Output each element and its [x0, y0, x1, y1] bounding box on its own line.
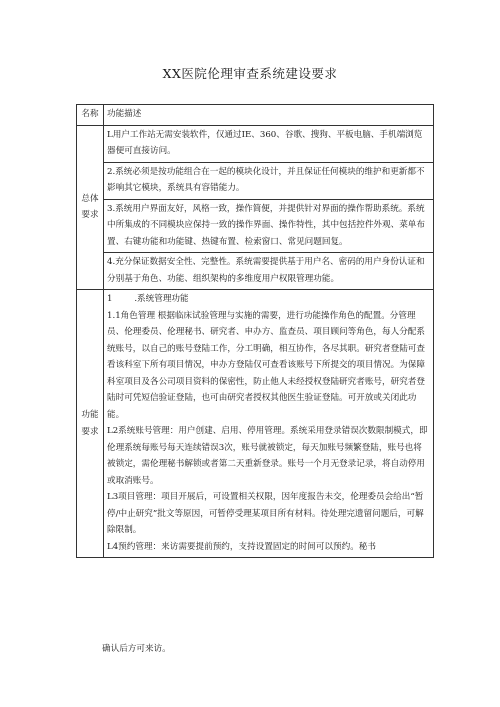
section-number: 1: [107, 294, 113, 304]
overall-item: 4.充分保证数据安全性、完整性。系统需要提供基于用户名、密码的用户身份认证和分别基于角色、功能、组织架构的多维度用户权限管理功能。: [104, 253, 434, 290]
section-title: .系统管理功能: [134, 294, 189, 304]
functional-row: [77, 290, 434, 558]
account-management-para: L2系统账号管理：用户创建、启用、停用管理。系统采用登录错误次数限制模式，即伦理系统每账号每天连续错误3次，账号就被锁定，每天加账号频繁登陆，账号也将被锁定，需伦理秘书解锁或者第二天重新登录。账号一个月无登录记录，将自动停用或取消账号。: [107, 426, 428, 486]
header-name-cell: 名称: [77, 105, 104, 126]
overall-row-1: [77, 125, 434, 162]
section-heading: [107, 291, 430, 308]
overall-row-4: [77, 253, 434, 290]
overall-item: 2.系统必须是按功能组合在一起的模块化设计，并且保证任何模块的维护和更新都不影响其它模块，系统具有容错能力。: [104, 162, 434, 199]
overall-label-cell: 总体要求: [77, 125, 104, 290]
project-management-para: L3项目管理：项目开展后，可设置相关权限，因年度报告未交，伦理委员会给出“暂停/中止研究”批文等原因，可暂停受理某项目所有材料。待处理完遗留问题后，可解除限制。: [107, 492, 424, 535]
appointment-management-para: L4预约管理：来访需要提前预约，支持设置固定的时间可以预约。秘书: [107, 541, 376, 552]
functional-desc-cell: [104, 290, 434, 558]
overall-row-3: [77, 199, 434, 253]
role-management-para: 1.1角色管理 根据临床试验管理与实施的需要，进行功能操作角色的配置。分管理员、伦理委员、伦理秘书、研究者、申办方、监查员、项目顾问等角色，每人分配系统账号，以自己的账号登陆工作，分工明确，相互协作，各尽其职。研究者登陆可查看该科室下所有项目情况，申办方登陆仅可查看该账号下所提交的项目情况。为保障科室项目及各公司项目资料的保密性，防止他人未经授权登陆研究者账号，研究者登陆时可凭短信验证登陆，也可由研究者授权其他医生验证登陆。可开放或关闭此功能。: [107, 310, 425, 420]
trailing-text: 确认后方可来访。: [102, 644, 171, 654]
overall-row-2: [77, 162, 434, 199]
document-title: XX医院伦理审查系统建设要求: [162, 66, 338, 81]
table-header-row: [77, 105, 434, 126]
overall-item: L用户工作站无需安装软件，仅通过IE、360、谷歌、搜狗、平板电脑、手机端浏览器便可直接访问。: [104, 125, 434, 162]
functional-label-cell: 功能要求: [77, 290, 104, 558]
overall-item: 3.系统用户界面友好，风格一致，操作简便，并提供针对界面的操作帮助系统。系统中所集成的不同模块应保持一致的操作界面、操作特性，其中包括控件外观、菜单布置、右键功能和功能键、热键布置、检索窗口、常见问题回复。: [104, 199, 434, 253]
header-desc-cell: 功能描述: [104, 105, 434, 126]
requirements-table: [76, 104, 434, 558]
